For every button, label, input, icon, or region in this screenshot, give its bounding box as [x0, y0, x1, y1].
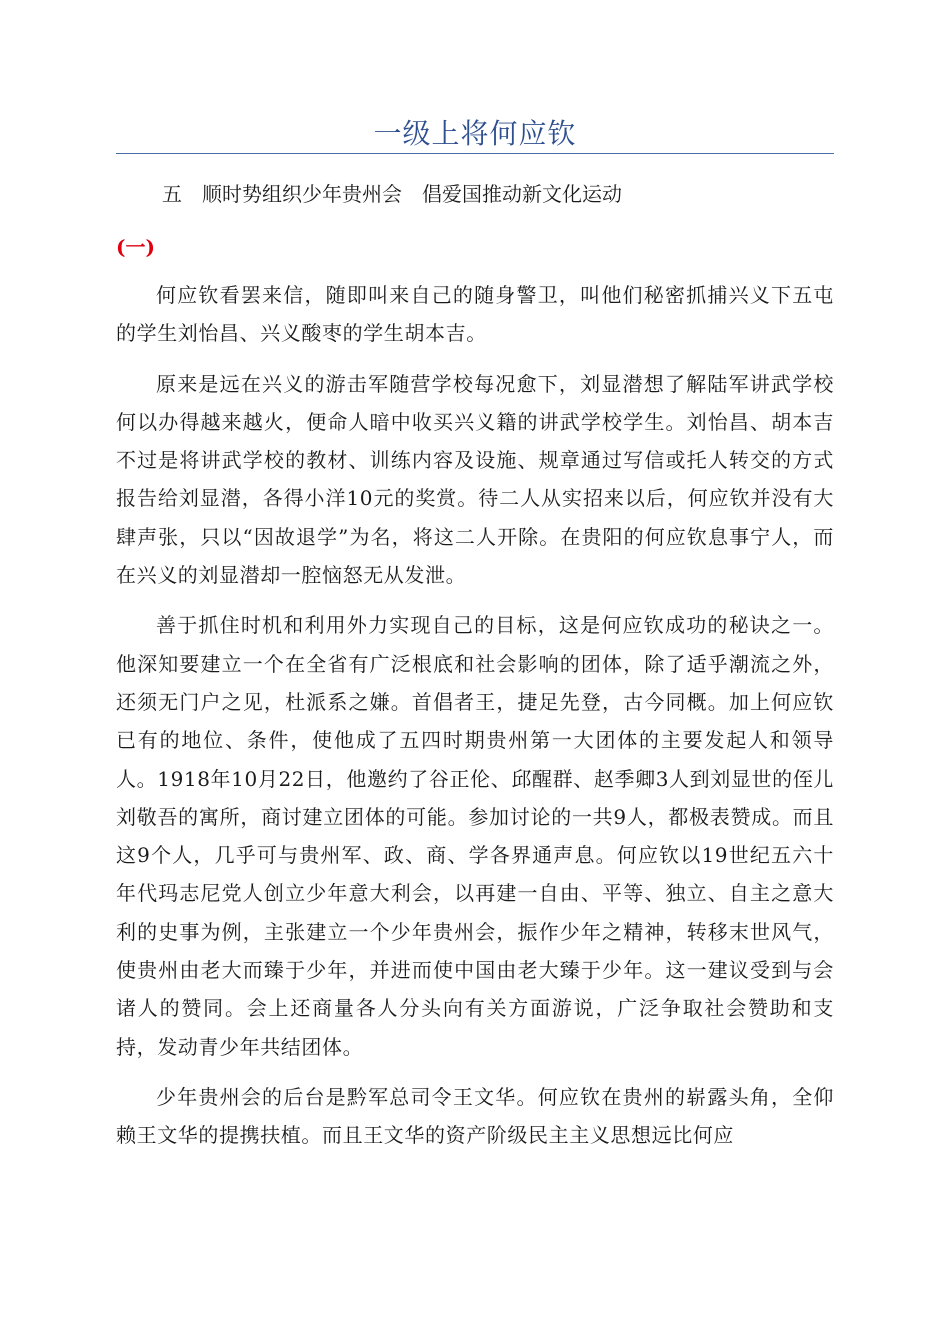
document-title: 一级上将何应钦 — [373, 117, 577, 150]
section-heading: 五 顺时势组织少年贵州会 倡爱国推动新文化运动 — [162, 182, 622, 206]
paragraph-2: 原来是远在兴义的游击军随营学校每况愈下，刘显潜想了解陆军讲武学校何以办得越来越火，便命人暗中收买兴义籍的讲武学校学生。刘怡昌、胡本吉不过是将讲武学校的教材、训练内容及设施、规章通过写信或托人转交的方式报告给刘显潜，各得小洋10元的奖赏。待二人从实招来以后，何应钦并没有大肆声张，只以“因故退学”为名，将这二人开除。在贵阳的何应钦息事宁人，而在兴义的刘显潜却一腔恼怒无从发泄。 — [116, 371, 834, 588]
paragraph-1: 何应钦看罢来信，随即叫来自己的随身警卫，叫他们秘密抓捕兴义下五屯的学生刘怡昌、兴义酸枣的学生胡本吉。 — [116, 283, 834, 346]
sub-heading: (一) — [116, 235, 155, 259]
title-underline-rule — [116, 153, 834, 154]
body-text — [116, 276, 834, 1167]
paragraph-3: 善于抓住时机和利用外力实现自己的目标，这是何应钦成功的秘诀之一。他深知要建立一个在全省有广泛根底和社会影响的团体，除了适乎潮流之外，还须无门户之见，杜派系之嫌。首倡者王，捷足先登，古今同概。加上何应钦已有的地位、条件，使他成了五四时期贵州第一大团体的主要发起人和领导人。1918年10月22日，他邀约了谷正伦、邱醒群、赵季卿3人到刘显世的侄儿刘敬吾的寓所，商讨建立团体的可能。参加讨论的一共9人，都极表赞成。而且这9个人，几乎可与贵州军、政、商、学各界通声息。何应钦以19世纪五六十年代玛志尼党人创立少年意大利会，以再建一自由、平等、独立、自主之意大利的史事为例，主张建立一个少年贵州会，振作少年之精神，转移末世风气，使贵州由老大而臻于少年，并进而使中国由老大臻于少年。这一建议受到与会诸人的赞同。会上还商量各人分头向有关方面游说，广泛争取社会赞助和支持，发动青少年共结团体。 — [116, 613, 834, 1059]
paragraph-4: 少年贵州会的后台是黔军总司令王文华。何应钦在贵州的崭露头角，全仰赖王文华的提携扶植。而且王文华的资产阶级民主主义思想远比何应 — [116, 1084, 834, 1148]
